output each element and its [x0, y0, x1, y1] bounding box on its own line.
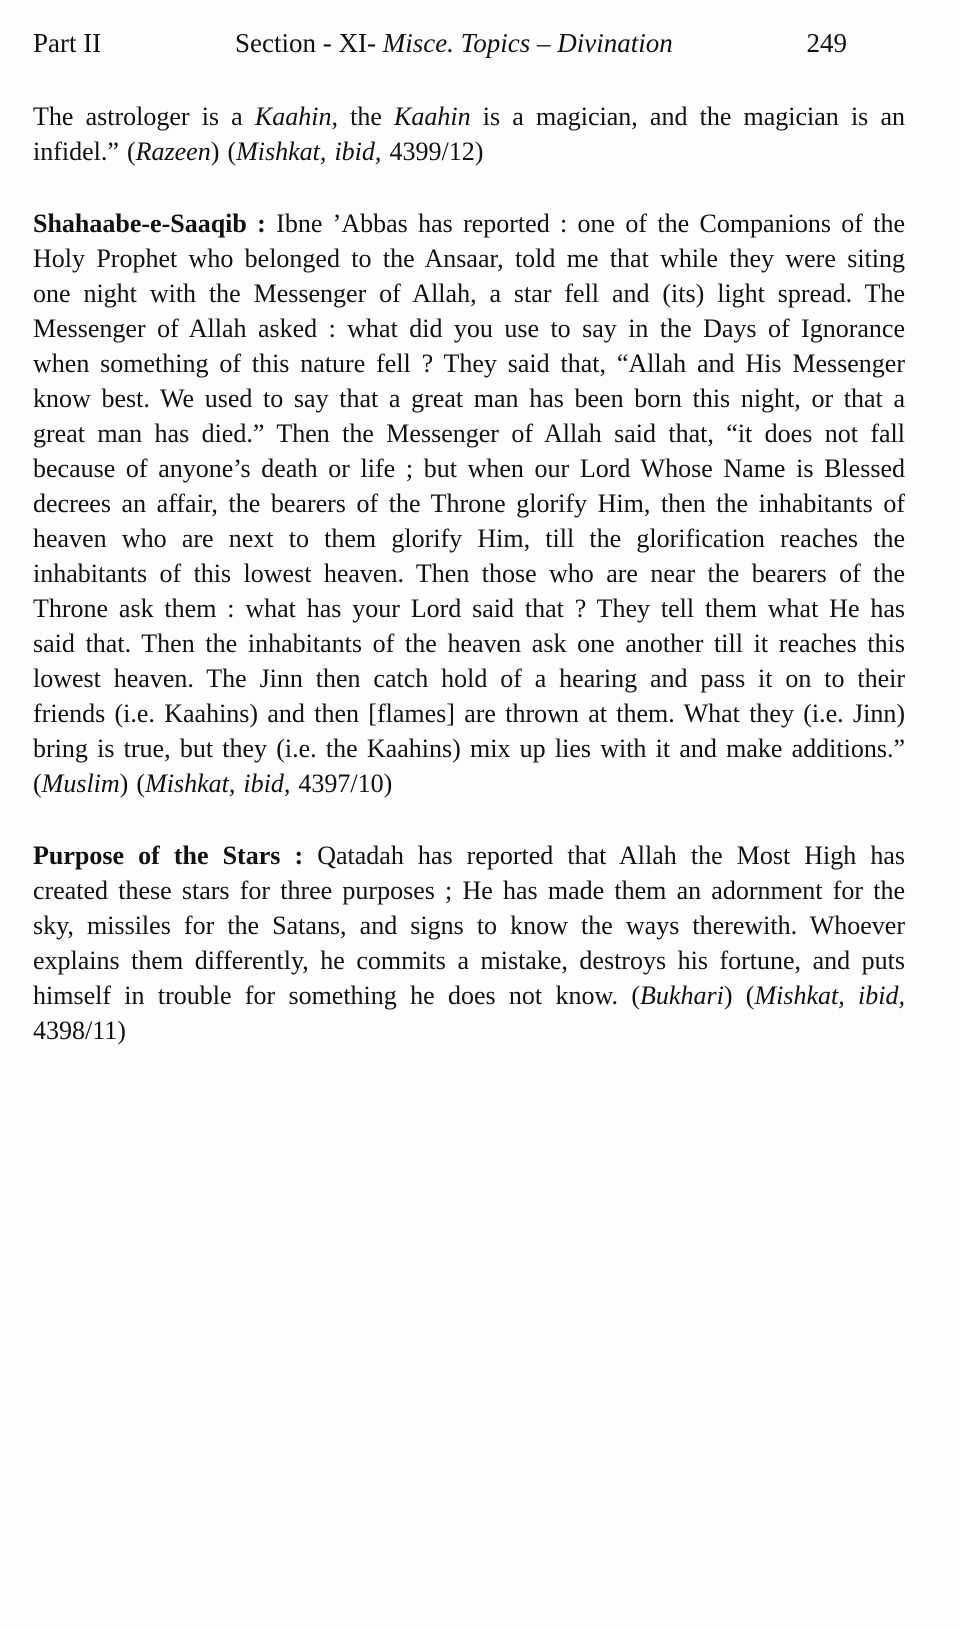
header-part-label: Part II [33, 28, 102, 58]
page-header [33, 26, 905, 61]
paragraph-purpose-of-the-stars: Purpose of the Stars : Qatadah has reported that Allah the Most High has created these stars for three purposes ; He has made them an adornment for the sky, missiles for the Satans, and signs to know the ways therewith. Whoever explains them differently, he commits a mistake, destroys his fortune, and puts himself in trouble for something he does not know. (Bukhari) (Mishkat, ibid, 4398/11) [33, 841, 906, 1045]
page-body [33, 99, 905, 1048]
header-section-title: Section - XI- Misce. Topics – Divination [235, 28, 673, 58]
page-number: 249 [806, 28, 847, 58]
paragraph-shahaabe-e-saaqib: Shahaabe-e-Saaqib : Ibne ’Abbas has reported : one of the Companions of the Holy Prophet who belonged to the Ansaar, told me that while they were siting one night with the Messenger of Allah, a star fell and (its) light spread. The Messenger of Allah asked : what did you use to say in the Days of Ignorance when something of this nature fell ? They said that, “Allah and His Messenger know best. We used to say that a great man has been born this night, or that a great man has died.” Then the Messenger of Allah said that, “it does not fall because of anyone’s death or life ; but when our Lord Whose Name is Blessed decrees an affair, the bearers of the Throne glorify Him, then the inhabitants of heaven who are next to them glorify Him, till the glorification reaches the inhabitants of this lowest heaven. Then those who are near the bearers of the Throne ask them : what has your Lord said that ? They tell them what He has said that. Then the inhabitants of the heaven ask one another till it reaches this lowest heaven. The Jinn then catch hold of a hearing and pass it on to their friends (i.e. Kaahins) and then [flames] are thrown at them. What they (i.e. Jinn) bring is true, but they (i.e. the Kaahins) mix up lies with it and make additions.” (Muslim) (Mishkat, ibid, 4397/10) [33, 209, 905, 798]
paragraph-astrologer: The astrologer is a Kaahin, the Kaahin is a magician, and the magician is an infidel.” (Razeen) (Mishkat, ibid, 4399/12) [33, 102, 905, 166]
